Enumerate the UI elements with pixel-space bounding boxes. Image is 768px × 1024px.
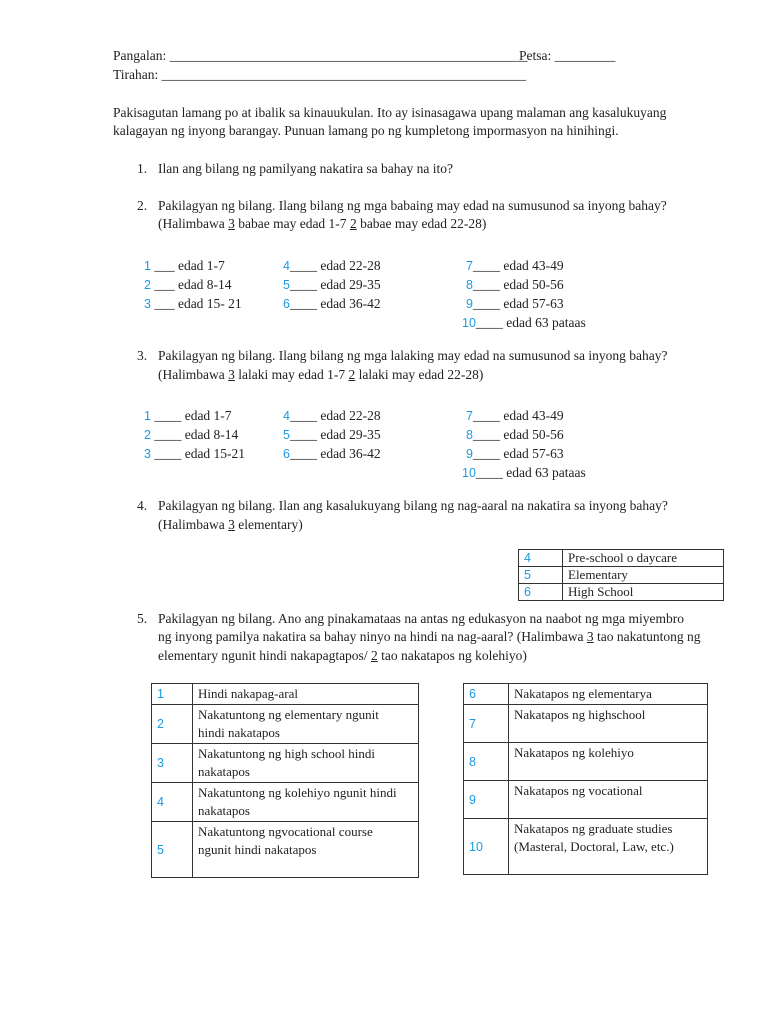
table-row[interactable]	[464, 705, 708, 743]
q2-age-item[interactable]: 2 ___ edad 8-14	[144, 277, 232, 292]
table-row[interactable]	[152, 705, 419, 744]
q3-age-item[interactable]: 1 ____ edad 1-7	[144, 408, 232, 423]
table-row[interactable]	[152, 684, 419, 705]
q1-text: Ilan ang bilang ng pamilyang nakatira sa bahay na ito?	[158, 161, 454, 176]
q3-age-item[interactable]: 7____ edad 43-49	[466, 408, 564, 423]
table-row[interactable]	[519, 567, 724, 584]
q5-number: 5.	[137, 611, 148, 626]
date-field-label[interactable]: Petsa: _________	[519, 48, 616, 63]
table-row[interactable]	[152, 822, 419, 878]
table-row[interactable]	[519, 550, 724, 567]
table-cell-label: Hindi nakapag-aral	[193, 684, 419, 705]
table-cell-label: Pre-school o daycare	[563, 550, 724, 567]
q3-age-item[interactable]: 8____ edad 50-56	[466, 427, 564, 442]
q2-text: Pakilagyan ng bilang. Ilang bilang ng mga babaing may edad na sumusunod sa inyong bahay?	[158, 198, 667, 213]
q5-text-line-1: Pakilagyan ng bilang. Ano ang pinakamataas na antas ng edukasyon na naabot ng mga miyembro	[158, 611, 684, 626]
table-cell-number: 6	[519, 584, 563, 601]
q2-age-item[interactable]: 8____ edad 50-56	[466, 277, 564, 292]
table-cell-number: 9	[464, 781, 509, 819]
intro-line-1: Pakisagutan lamang po at ibalik sa kinauukulan. Ito ay isinasagawa upang malaman ang kasalukuyang	[113, 105, 667, 120]
table-row[interactable]	[464, 684, 708, 705]
q1-number: 1.	[137, 161, 148, 176]
table-cell-number: 5	[152, 822, 193, 878]
q3-number: 3.	[137, 348, 148, 363]
table-cell-label: High School	[563, 584, 724, 601]
q2-example: (Halimbawa 3 babae may edad 1-7 2 babae may edad 22-28)	[158, 216, 487, 231]
table-cell-number: 10	[464, 819, 509, 875]
table-row[interactable]	[464, 819, 708, 875]
q2-age-item[interactable]: 3 ___ edad 15- 21	[144, 296, 242, 311]
table-cell-label: Nakatapos ng kolehiyo	[509, 743, 708, 781]
q2-age-item[interactable]: 4____ edad 22-28	[283, 258, 381, 273]
table-row[interactable]	[464, 781, 708, 819]
q3-age-item[interactable]: 2 ____ edad 8-14	[144, 427, 239, 442]
table-cell-label: Nakatapos ng elementarya	[509, 684, 708, 705]
table-cell-label: Nakatapos ng vocational	[509, 781, 708, 819]
q3-age-item[interactable]: 5____ edad 29-35	[283, 427, 381, 442]
q3-text: Pakilagyan ng bilang. Ilang bilang ng mga lalaking may edad na sumusunod sa inyong bahay?	[158, 348, 668, 363]
table-cell-number: 4	[519, 550, 563, 567]
name-field-label[interactable]: Pangalan: _____________________________________________________	[113, 48, 528, 63]
address-field-label[interactable]: Tirahan: ______________________________________________________	[113, 67, 527, 82]
intro-line-2: kalagayan ng inyong barangay. Punuan lamang po ng kumpletong impormasyon na hinihingi.	[113, 123, 619, 138]
q2-age-item[interactable]: 5____ edad 29-35	[283, 277, 381, 292]
table-cell-label: Nakatuntong ngvocational course ngunit hindi nakatapos	[193, 822, 419, 878]
table-cell-number: 4	[152, 783, 193, 822]
table-row[interactable]	[152, 783, 419, 822]
table-cell-label: Nakatapos ng highschool	[509, 705, 708, 743]
table-cell-label: Nakatapos ng graduate studies (Masteral, Doctoral, Law, etc.)	[509, 819, 708, 875]
q4-number: 4.	[137, 498, 148, 513]
q5-education-table-left	[151, 683, 419, 878]
q3-example: (Halimbawa 3 lalaki may edad 1-7 2 lalaki may edad 22-28)	[158, 367, 484, 382]
table-cell-number: 3	[152, 744, 193, 783]
table-cell-label: Nakatuntong ng high school hindi nakatapos	[193, 744, 419, 783]
table-row[interactable]	[519, 584, 724, 601]
q3-age-item[interactable]: 10____ edad 63 pataas	[462, 465, 586, 480]
q5-education-table-right	[463, 683, 708, 875]
q2-age-item[interactable]: 10____ edad 63 pataas	[462, 315, 586, 330]
q4-school-table	[518, 549, 724, 601]
table-cell-label: Elementary	[563, 567, 724, 584]
q2-age-item[interactable]: 9____ edad 57-63	[466, 296, 564, 311]
q3-age-item[interactable]: 6____ edad 36-42	[283, 446, 381, 461]
table-cell-label: Nakatuntong ng kolehiyo ngunit hindi nakatapos	[193, 783, 419, 822]
q3-age-item[interactable]: 4____ edad 22-28	[283, 408, 381, 423]
table-cell-number: 2	[152, 705, 193, 744]
q2-age-item[interactable]: 1 ___ edad 1-7	[144, 258, 225, 273]
q5-text-line-2: ng inyong pamilya nakatira sa bahay ninyo na hindi na nag-aaral? (Halimbawa 3 tao nakatuntong ng	[158, 629, 701, 644]
q2-number: 2.	[137, 198, 148, 213]
q2-age-item[interactable]: 7____ edad 43-49	[466, 258, 564, 273]
q4-text: Pakilagyan ng bilang. Ilan ang kasalukuyang bilang ng nag-aaral na nakatira sa inyong bahay?	[158, 498, 668, 513]
table-cell-number: 7	[464, 705, 509, 743]
q2-age-item[interactable]: 6____ edad 36-42	[283, 296, 381, 311]
q3-age-item[interactable]: 3 ____ edad 15-21	[144, 446, 246, 461]
table-row[interactable]	[464, 743, 708, 781]
table-cell-number: 6	[464, 684, 509, 705]
table-cell-number: 5	[519, 567, 563, 584]
q3-age-item[interactable]: 9____ edad 57-63	[466, 446, 564, 461]
q5-text-line-3: elementary ngunit hindi nakapagtapos/ 2 tao nakatapos ng kolehiyo)	[158, 648, 527, 663]
table-cell-number: 8	[464, 743, 509, 781]
table-cell-number: 1	[152, 684, 193, 705]
table-row[interactable]	[152, 744, 419, 783]
q4-example: (Halimbawa 3 elementary)	[158, 517, 303, 532]
table-cell-label: Nakatuntong ng elementary ngunit hindi nakatapos	[193, 705, 419, 744]
